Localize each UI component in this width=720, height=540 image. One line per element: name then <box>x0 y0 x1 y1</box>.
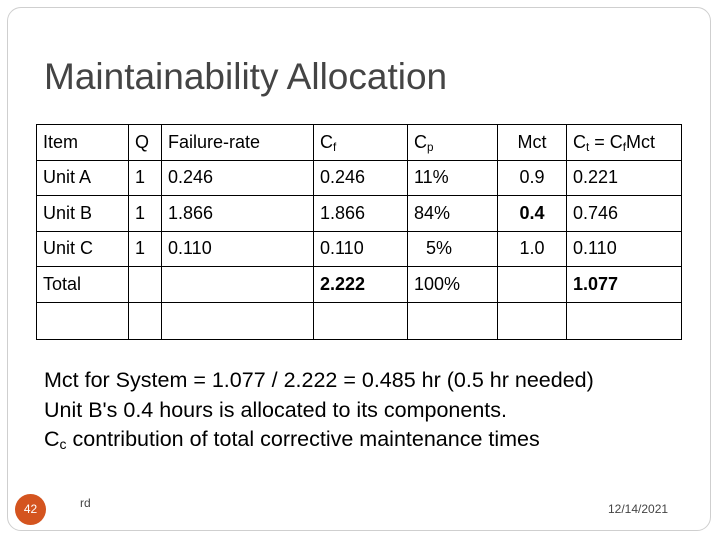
table-empty-row <box>37 302 682 339</box>
cell-cp: 5% <box>408 231 498 267</box>
cell-q: 1 <box>129 196 162 232</box>
empty-cell <box>408 302 498 339</box>
header-item: Item <box>37 125 129 161</box>
note-line-mct-system: Mct for System = 1.077 / 2.222 = 0.485 hr (0.5 hr needed) <box>44 368 594 392</box>
cell-ct: 0.110 <box>567 231 682 267</box>
cell-cp: 11% <box>408 160 498 196</box>
cell-q: 1 <box>129 231 162 267</box>
header-failure-rate: Failure-rate <box>162 125 314 161</box>
slide-number-badge: 42 <box>15 494 46 525</box>
cell-ct: 0.221 <box>567 160 682 196</box>
header-q: Q <box>129 125 162 161</box>
cell-item: Unit A <box>37 160 129 196</box>
notes-block <box>44 366 594 455</box>
note-line-cc: $C_c$ contribution of total corrective maintenance times <box>44 427 540 452</box>
total-mct-empty <box>498 267 567 303</box>
header-ct: $C_t = C_fMct$ <box>567 125 682 161</box>
cell-item: Unit B <box>37 196 129 232</box>
cell-cf: 0.110 <box>314 231 408 267</box>
cell-mct: 0.9 <box>498 160 567 196</box>
total-label: Total <box>37 267 129 303</box>
table-total-row <box>37 267 682 303</box>
slide-title: Maintainability Allocation <box>44 56 448 97</box>
footer-date: 12/14/2021 <box>608 502 669 516</box>
cell-cf: 1.866 <box>314 196 408 232</box>
cell-cp: 84% <box>408 196 498 232</box>
footer-text: rd <box>80 496 91 510</box>
cell-mct: 0.4 <box>498 196 567 232</box>
note-line-unit-b: Unit B's 0.4 hours is allocated to its components. <box>44 397 508 422</box>
empty-cell <box>314 302 408 339</box>
cell-failure-rate: 0.110 <box>162 231 314 267</box>
cell-failure-rate: 1.866 <box>162 196 314 232</box>
empty-cell <box>37 302 129 339</box>
header-cf: $C_f$ <box>314 125 408 161</box>
total-ct: 1.077 <box>567 267 682 303</box>
header-mct: Mct <box>498 125 567 161</box>
total-cf: 2.222 <box>314 267 408 303</box>
header-cp: $C_p$ <box>408 125 498 161</box>
cell-mct: 1.0 <box>498 231 567 267</box>
total-cp: 100% <box>408 267 498 303</box>
cell-q: 1 <box>129 160 162 196</box>
total-q-empty <box>129 267 162 303</box>
cell-failure-rate: 0.246 <box>162 160 314 196</box>
allocation-table <box>36 124 682 340</box>
empty-cell <box>498 302 567 339</box>
empty-cell <box>129 302 162 339</box>
total-failure-rate-empty <box>162 267 314 303</box>
cell-ct: 0.746 <box>567 196 682 232</box>
cell-item: Unit C <box>37 231 129 267</box>
table-row <box>37 231 682 267</box>
cell-cf: 0.246 <box>314 160 408 196</box>
table-row <box>37 160 682 196</box>
empty-cell <box>567 302 682 339</box>
empty-cell <box>162 302 314 339</box>
table-row <box>37 196 682 232</box>
table-header-row <box>37 125 682 161</box>
